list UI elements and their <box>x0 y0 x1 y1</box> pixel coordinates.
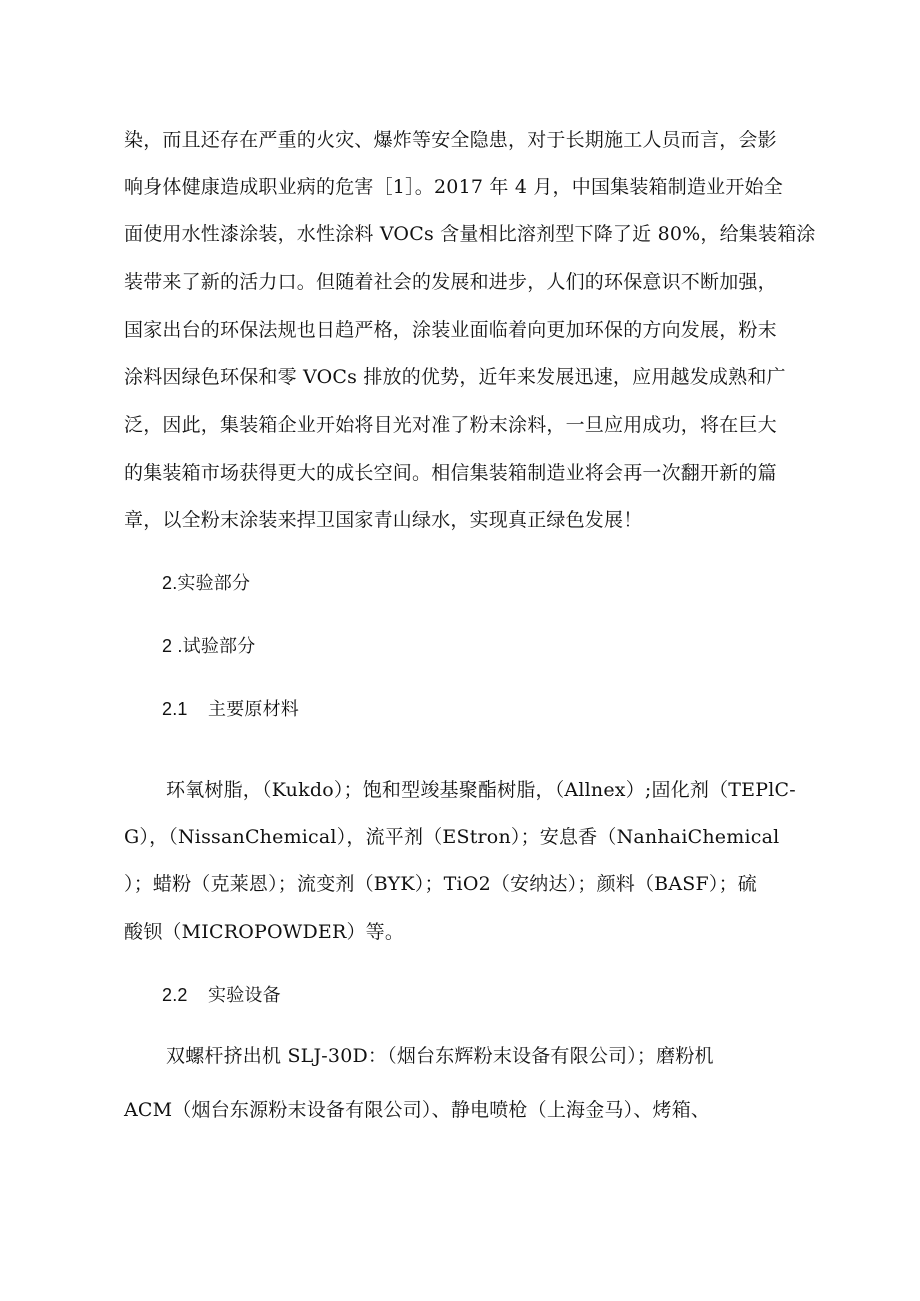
paragraph-line-5: 国家出台的环保法规也日趋严格，涂装业面临着向更加环保的方向发展，粉末 <box>124 319 777 341</box>
paragraph-line-9: 章，以全粉末涂装来捍卫国家青山绿水，实现真正绿色发展！ <box>124 509 643 531</box>
paragraph-line-8: 的集装箱市场获得更大的成长空间。相信集装箱制造业将会再一次翻开新的篇 <box>124 462 777 484</box>
subsection-title: 主要原材料 <box>208 699 299 720</box>
paragraph-line-2: 响身体健康造成职业病的危害［1］。2017 年 4 月，中国集装箱制造业开始全 <box>124 176 783 198</box>
subsection-title: 实验设备 <box>208 985 281 1006</box>
equipment-line-1: 双螺杆挤出机 SLJ-30D：（烟台东辉粉末设备有限公司）；磨粉机 <box>166 1045 714 1067</box>
section-heading-2-alt: 2 .试验部分 <box>162 636 256 656</box>
subsection-number: 2.1 <box>162 699 188 719</box>
subsection-heading-2-2 <box>162 983 281 1008</box>
equipment-line-2: ACM（烟台东源粉末设备有限公司）、静电喷枪（上海金马）、烤箱、 <box>124 1099 711 1121</box>
paragraph-line-4: 装带来了新的活力口。但随着社会的发展和进步，人们的环保意识不断加强， <box>124 271 777 293</box>
paragraph-line-7: 泛，因此，集装箱企业开始将目光对准了粉末涂料，一旦应用成功，将在巨大 <box>124 414 777 436</box>
materials-line-1: 环氧树脂，（Kukdo）；饱和型竣基聚酯树脂，（Allnex）;固化剂（TEPlC- <box>166 779 796 801</box>
section-heading-2: 2.实验部分 <box>162 573 251 593</box>
materials-line-3: ）；蜡粉（克莱恩）；流变剂（BYK）；TiO2（安纳达）；颜料（BASF）；硫 <box>124 873 757 895</box>
paragraph-line-1: 染，而且还存在严重的火灾、爆炸等安全隐患，对于长期施工人员而言，会影 <box>124 129 777 151</box>
paragraph-line-3: 面使用水性漆涂装，水性涂料 VOCs 含量相比溶剂型下降了近 80%，给集装箱涂 <box>124 223 816 245</box>
subsection-number: 2.2 <box>162 985 188 1005</box>
materials-line-2: G），（NissanChemical），流平剂（EStron）；安息香（NanhaiChemical <box>124 826 780 848</box>
paragraph-line-6: 涂料因绿色环保和零 VOCs 排放的优势，近年来发展迅速，应用越发成熟和广 <box>124 366 786 388</box>
subsection-heading-2-1 <box>162 697 299 722</box>
materials-line-4: 酸钡（MICROPOWDER）等。 <box>124 921 405 943</box>
